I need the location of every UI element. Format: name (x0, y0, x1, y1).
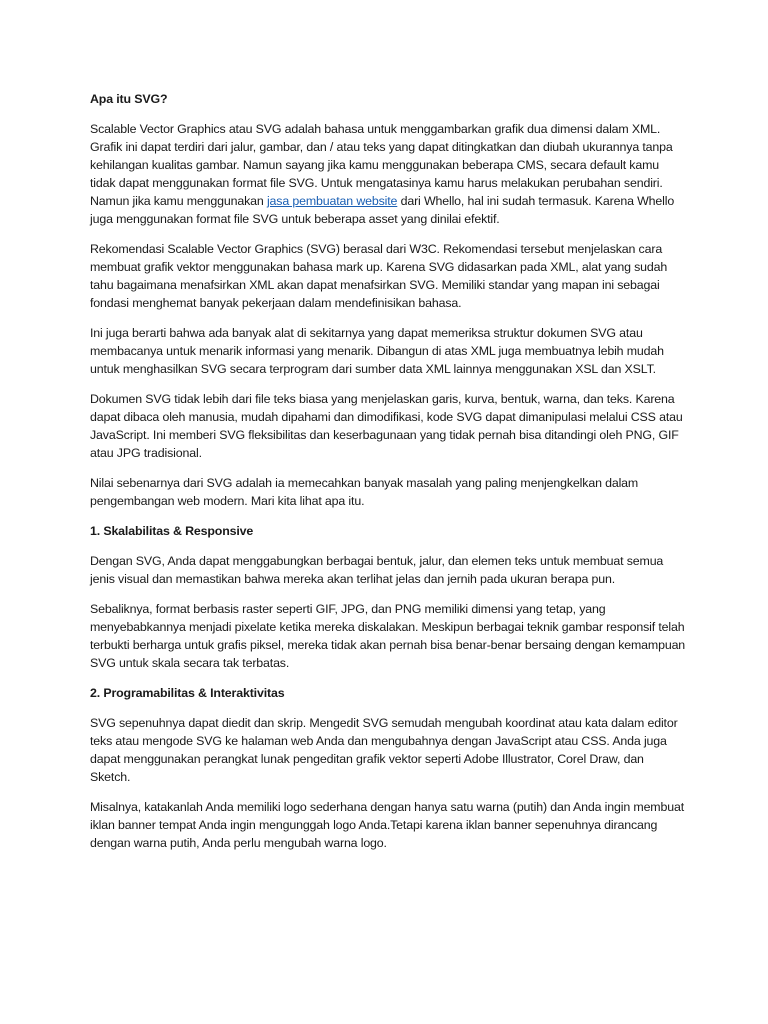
intro-text-before-link: Scalable Vector Graphics atau SVG adalah bahasa untuk menggambarkan grafik dua dimensi dalam XML. Grafik ini dapat terdiri dari jalur, gambar, dan / atau teks yang dapat ditingkatkan dan diubah ukurannya tanpa kehilangan kualitas gambar. Namun sayang jika kamu menggunakan beberapa CMS, secara default kamu tidak dapat menggunakan format file SVG. Untuk mengatasinya kamu harus melakukan perubahan sendiri. Namun jika kamu menggunakan (90, 122, 673, 208)
intro-paragraph (90, 120, 686, 228)
section-heading-programmability: 2. Programabilitas & Interaktivitas (90, 686, 285, 700)
paragraph-tools: Ini juga berarti bahwa ada banyak alat di sekitarnya yang dapat memeriksa struktur dokumen SVG atau membacanya untuk menarik informasi yang menarik. Dibangun di atas XML juga membuatnya lebih mudah untuk menghasilkan SVG secara terprogram dari sumber data XML lainnya menggunakan XSL dan XSLT. (90, 326, 664, 376)
page-title: Apa itu SVG? (90, 92, 168, 106)
paragraph-programmability-1: SVG sepenuhnya dapat diedit dan skrip. Mengedit SVG semudah mengubah koordinat atau kata dalam editor teks atau mengode SVG ke halaman web Anda dan mengubahnya dengan JavaScript atau CSS. Anda juga dapat menggunakan perangkat lunak pengeditan grafik vektor seperti Adobe Illustrator, Corel Draw, dan Sketch. (90, 716, 678, 784)
paragraph-scalability-2: Sebaliknya, format berbasis raster seperti GIF, JPG, dan PNG memiliki dimensi yang tetap, yang menyebabkannya menjadi pixelate ketika mereka diskalakan. Meskipun berbagai teknik gambar responsif telah terbukti berharga untuk grafis piksel, mereka tidak akan pernah bisa benar-benar bersaing dengan kemampuan SVG untuk skala secara tak terbatas. (90, 602, 686, 670)
website-service-link[interactable]: jasa pembuatan website (266, 194, 398, 208)
paragraph-scalability-1: Dengan SVG, Anda dapat menggabungkan berbagai bentuk, jalur, dan elemen teks untuk membuat semua jenis visual dan memastikan bahwa mereka akan terlihat jelas dan jernih pada ukuran berapa pun. (90, 554, 664, 586)
paragraph-programmability-2: Misalnya, katakanlah Anda memiliki logo sederhana dengan hanya satu warna (putih) dan Anda ingin membuat iklan banner tempat Anda ingin mengunggah logo Anda.Tetapi karena iklan banner sepenuhnya dirancang dengan warna putih, Anda perlu mengubah warna logo. (90, 800, 684, 850)
intro-text-after-link: dari Whello, hal ini sudah termasuk. Karena Whello juga menggunakan format file SVG untuk beberapa asset yang dinilai efektif. (90, 194, 675, 226)
paragraph-w3c: Rekomendasi Scalable Vector Graphics (SVG) berasal dari W3C. Rekomendasi tersebut menjelaskan cara membuat grafik vektor menggunakan bahasa mark up. Karena SVG didasarkan pada XML, alat yang sudah tahu bagaimana menafsirkan XML akan dapat menafsirkan SVG. Memiliki standar yang mapan ini sebagai fondasi menghemat banyak pekerjaan dalam mendefinisikan bahasa. (90, 242, 668, 310)
document-page (90, 90, 686, 864)
section-heading-scalability: 1. Skalabilitas & Responsive (90, 524, 254, 538)
paragraph-plain-text: Dokumen SVG tidak lebih dari file teks biasa yang menjelaskan garis, kurva, bentuk, warna, dan teks. Karena dapat dibaca oleh manusia, mudah dipahami dan dimodifikasi, kode SVG dapat dimanipulasi melalui CSS atau JavaScript. Ini memberi SVG fleksibilitas dan keserbagunaan yang tidak pernah bisa ditandingi oleh PNG, GIF atau JPG tradisional. (90, 392, 683, 460)
paragraph-value: Nilai sebenarnya dari SVG adalah ia memecahkan banyak masalah yang paling menjengkelkan dalam pengembangan web modern. Mari kita lihat apa itu. (90, 476, 639, 508)
